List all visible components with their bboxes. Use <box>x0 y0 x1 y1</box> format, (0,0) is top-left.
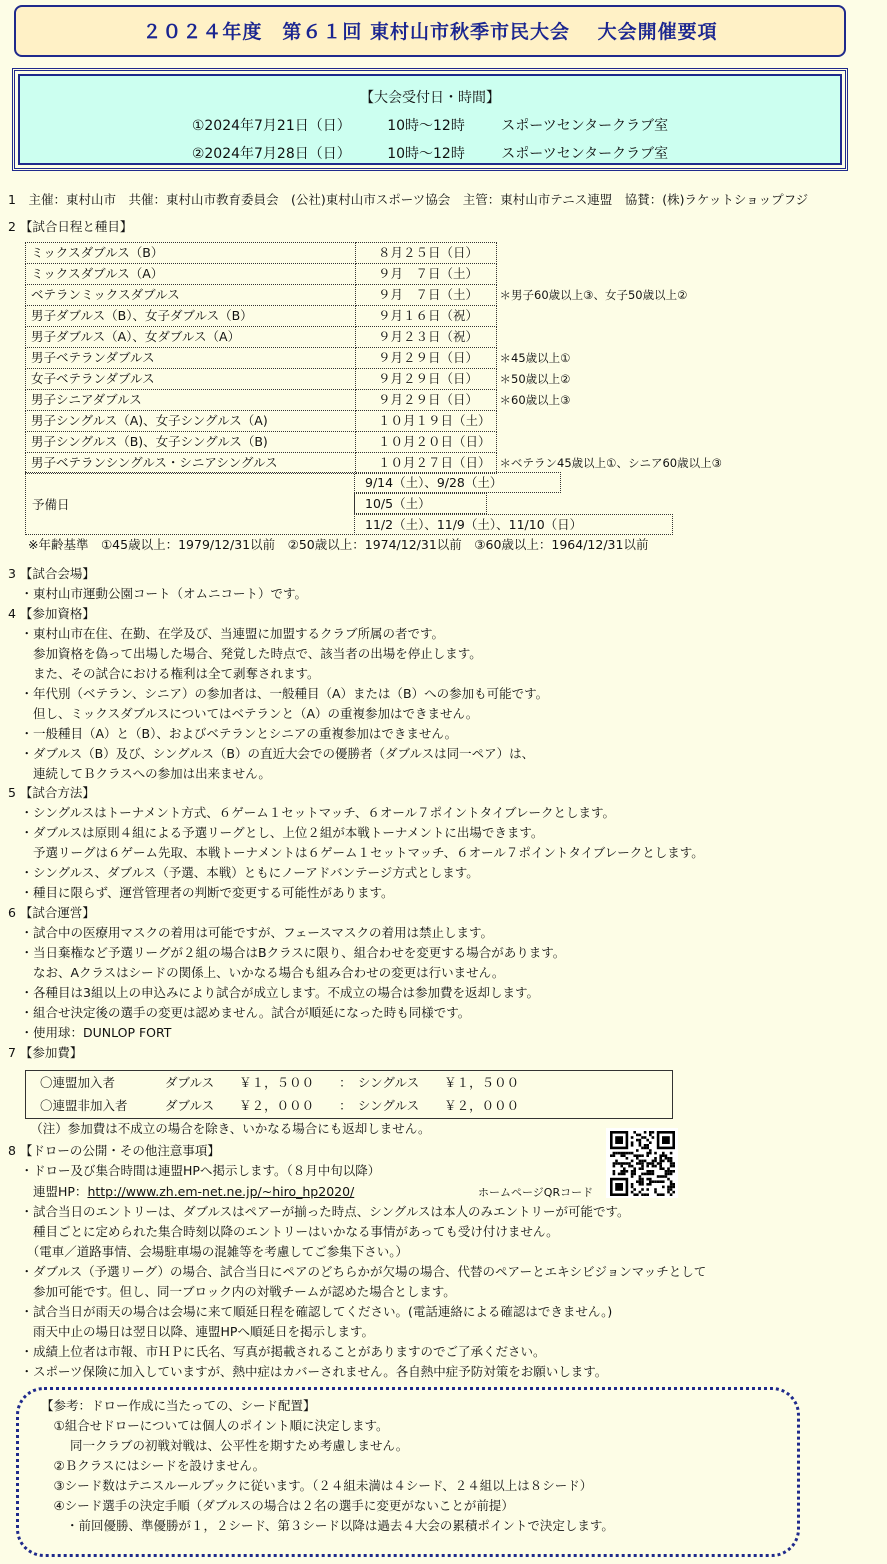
qr-caption: ホームページQRコード <box>478 1186 594 1199</box>
section-line: ・試合当日が雨天の場合は会場に来て順延日程を確認してください。(電話連絡による確認はできません。) <box>8 1304 613 1319</box>
schedule-row <box>26 243 727 264</box>
schedule-row <box>26 453 727 474</box>
section-draw-heading: 8 【ドローの公開・その他注意事項】 <box>8 1143 220 1158</box>
schedule-note <box>496 306 727 327</box>
section-fee-heading: 7 【参加費】 <box>8 1045 83 1060</box>
fee-note: （注）参加費は不成立の場合を除き、いかなる場合にも返却しません。 <box>24 1121 431 1136</box>
schedule-date: ９月１６日（祝） <box>356 306 497 327</box>
page-title: ２０２４年度 第６１回 東村山市秋季市民大会 大会開催要項 <box>14 5 846 57</box>
schedule-row <box>26 411 727 432</box>
schedule-event: 男子ダブルス（A）、女ダブルス（A） <box>26 327 356 348</box>
schedule-date: ９月２９日（日） <box>356 369 497 390</box>
schedule-date: ９月 ７日（土） <box>356 285 497 306</box>
section-line: 参加可能です。但し、同一ブロック内の対戦チームが認めた場合とします。 <box>8 1284 456 1299</box>
schedule-event: 男子ダブルス（B）、女子ダブルス（B） <box>26 306 356 327</box>
schedule-event: 男子ベテランダブルス <box>26 348 356 369</box>
section-line: ④シード選手の決定手順（ダブルスの場合は２名の選手に変更がないことが前提） <box>41 1498 514 1513</box>
section-line: ・成績上位者は市報、市ＨＰに氏名、写真が掲載されることがありますのでご了承ください。 <box>8 1344 546 1359</box>
section-line: （電車／道路事情、会場駐車場の混雑等を考慮してご参集下さい。） <box>8 1244 409 1259</box>
section-line: ・各種目は3組以上の申込みにより試合が成立します。不成立の場合は参加費を返却します。 <box>8 985 539 1000</box>
schedule-row <box>26 285 727 306</box>
section-line: 種目ごとに定められた集合時刻以降のエントリーはいかなる事情があっても受け付けません。 <box>8 1224 559 1239</box>
section-line: ・前回優勝、準優勝が１，２シード、第３シード以降は過去４大会の累積ポイントで決定します。 <box>41 1518 614 1533</box>
schedule-row <box>26 327 727 348</box>
schedule-date: ８月２５日（日） <box>356 243 497 264</box>
section-line: 連続してＢクラスへの参加は出来ません。 <box>8 766 271 781</box>
section-line: ・東村山市在住、在勤、在学及び、当連盟に加盟するクラブ所属の者です。 <box>8 626 445 641</box>
section-line: ・組合せ決定後の選手の変更は認めません。試合が順延になった時も同様です。 <box>8 1005 471 1020</box>
section-line: ③シード数はテニスルールブックに従います。（２４組未満は４シード、２４組以上は８シード） <box>41 1478 593 1493</box>
schedule-date: ９月２９日（日） <box>356 348 497 369</box>
section-line: ・種目に限らず、運営管理者の判断で変更する可能性があります。 <box>8 885 394 900</box>
reception-place: スポーツセンタークラブ室 <box>501 118 669 134</box>
section-organizers: 1 主催：東村山市 共催：東村山市教育委員会 (公社)東村山市スポーツ協会 主管：東村山市テニス連盟 協賛：(株)ラケットショップフジ <box>8 192 809 207</box>
schedule-row <box>26 369 727 390</box>
schedule-row <box>26 390 727 411</box>
reserve-days <box>25 472 673 535</box>
section-schedule-heading: 2 【試合日程と種目】 <box>8 219 133 234</box>
fee-table <box>25 1070 673 1119</box>
schedule-note: ＊60歳以上③ <box>499 393 571 407</box>
fee-row: 〇連盟加入者 ダブルス ￥１，５００ ： シングルス ￥１，５００ <box>40 1075 520 1090</box>
schedule-table <box>25 242 727 474</box>
section-line: ・シングルスはトーナメント方式、６ゲーム１セットマッチ、６オール７ポイントタイブレークとします。 <box>8 805 615 820</box>
schedule-date: １０月２０日（日） <box>356 432 497 453</box>
section-heading: 3 【試合会場】 <box>8 566 95 581</box>
section-line: ・スポーツ保険に加入していますが、熱中症はカバーされません。各自熱中症予防対策をお願いします。 <box>8 1364 608 1379</box>
schedule-date: １０月２７日（日） <box>356 453 497 474</box>
fee-row: 〇連盟非加入者 ダブルス ￥２，０００ ： シングルス ￥２，０００ <box>40 1098 520 1113</box>
schedule-event: 男子シングルス（A)、女子シングルス（A) <box>26 411 356 432</box>
draw-publish-note: ・ドロー及び集合時間は連盟HPへ掲示します。（８月中旬以降） <box>8 1163 381 1178</box>
schedule-event: 男子シングルス（B)、女子シングルス（B) <box>26 432 356 453</box>
reserve-label: 予備日 <box>25 472 355 535</box>
section-line: なお、Aクラスはシードの関係上、いかなる場合も組み合わせの変更は行いません。 <box>8 965 505 980</box>
schedule-note: ＊50歳以上② <box>499 372 571 386</box>
reception-row <box>20 140 840 168</box>
schedule-note <box>496 243 727 264</box>
schedule-event: 女子ベテランダブルス <box>26 369 356 390</box>
section-line: 雨天中止の場日は翌日以降、連盟HPへ順延日を掲示します。 <box>8 1324 374 1339</box>
section-line: ・ダブルス（予選リーグ）の場合、試合当日にペアのどちらかが欠場の場合、代替のペアーとエキシビジョンマッチとして <box>8 1264 707 1279</box>
schedule-note: ＊男子60歳以上③、女子50歳以上② <box>499 288 688 302</box>
reception-place: スポーツセンタークラブ室 <box>501 146 669 162</box>
schedule-note <box>496 327 727 348</box>
schedule-event: ミックスダブルス（A） <box>26 264 356 285</box>
schedule-note <box>496 264 727 285</box>
section-heading: 6 【試合運営】 <box>8 905 95 920</box>
reception-date: ②2024年7月28日（日） <box>191 146 351 162</box>
section-heading: 4 【参加資格】 <box>8 606 95 621</box>
schedule-event: 男子シニアダブルス <box>26 390 356 411</box>
section-line: ・試合中の医療用マスクの着用は可能ですが、フェースマスクの着用は禁止します。 <box>8 925 494 940</box>
section-line: また、その試合における権利は全て剥奪されます。 <box>8 666 320 681</box>
section-line: 予選リーグは６ゲーム先取、本戦トーナメントは６ゲーム１セットマッチ、６オール７ポイントタイブレークとします。 <box>8 845 704 860</box>
section-line: ・ダブルス（B）及び、シングルス（B）の直近大会での優勝者（ダブルスは同一ペア）は、 <box>8 746 535 761</box>
schedule-event: ミックスダブルス（B） <box>26 243 356 264</box>
schedule-note <box>496 411 727 432</box>
age-note: ※年齢基準 ①45歳以上：1979/12/31以前 ②50歳以上：1974/12/31以前 ③60歳以上：1964/12/31以前 <box>28 537 649 552</box>
reception-heading: 【大会受付日・時間】 <box>360 90 500 106</box>
hp-label: 連盟HP： <box>8 1184 88 1199</box>
hp-link[interactable]: http://www.zh.em-net.ne.jp/~hiro_hp2020/ <box>87 1184 355 1199</box>
reserve-row: 10/5（土） <box>354 493 487 514</box>
section-line: ・一般種目（A）と（B）、およびベテランとシニアの重複参加はできません。 <box>8 726 458 741</box>
schedule-note <box>496 432 727 453</box>
schedule-date: ９月２９日（日） <box>356 390 497 411</box>
schedule-event: ベテランミックスダブルス <box>26 285 356 306</box>
reserve-row: 11/2（土）、11/9（土）、11/10（日） <box>354 514 673 535</box>
schedule-event: 男子ベテランシングルス・シニアシングルス <box>26 453 356 474</box>
section-line: ・当日棄権など予選リーグが２組の場合はBクラスに限り、組合わせを変更する場合があります。 <box>8 945 566 960</box>
schedule-row <box>26 348 727 369</box>
section-line: 但し、ミックスダブルスについてはベテランと（A）の重複参加はできません。 <box>8 706 479 721</box>
reception-time: 10時～12時 <box>387 118 465 134</box>
section-line: ・東村山市運動公園コート（オムニコート）です。 <box>8 586 308 601</box>
schedule-note: ＊ベテラン45歳以上①、シニア60歳以上③ <box>499 456 722 470</box>
schedule-row <box>26 432 727 453</box>
section-line: ①組合せドローについては個人のポイント順に決定します。 <box>41 1418 389 1433</box>
section-line: 【参考：ドロー作成に当たっての、シード配置】 <box>41 1398 316 1413</box>
reception-time: 10時～12時 <box>387 146 465 162</box>
reserve-row: 9/14（土）、9/28（土） <box>354 472 561 493</box>
reception-box <box>12 68 848 171</box>
hp-line <box>8 1182 354 1202</box>
section-line: ②Ｂクラスにはシードを設けません。 <box>41 1458 266 1473</box>
section-line: 参加資格を偽って出場した場合、発覚した時点で、該当者の出場を停止します。 <box>8 646 482 661</box>
schedule-date: ９月 ７日（土） <box>356 264 497 285</box>
section-line: ・試合当日のエントリーは、ダブルスはペアーが揃った時点、シングルスは本人のみエントリーが可能です。 <box>8 1204 630 1219</box>
section-line: ・年代別（ベテラン、シニア）の参加者は、一般種目（A）または（B）への参加も可能です。 <box>8 686 549 701</box>
schedule-row <box>26 306 727 327</box>
reference-box <box>16 1387 800 1557</box>
schedule-date: １０月１９日（土） <box>356 411 497 432</box>
section-heading: 5 【試合方法】 <box>8 785 95 800</box>
reception-row <box>20 112 840 140</box>
section-line: 同一クラブの初戦対戦は、公平性を期すため考慮しません。 <box>41 1438 409 1453</box>
section-line: ・シングルス、ダブルス（予選、本戦）ともにノーアドバンテージ方式とします。 <box>8 865 479 880</box>
section-line: ・使用球：DUNLOP FORT <box>8 1025 172 1040</box>
schedule-date: ９月２３日（祝） <box>356 327 497 348</box>
reception-date: ①2024年7月21日（日） <box>191 118 351 134</box>
section-line: ・ダブルスは原則４組による予選リーグとし、上位２組が本戦トーナメントに出場できます。 <box>8 825 544 840</box>
schedule-note: ＊45歳以上① <box>499 351 571 365</box>
schedule-row <box>26 264 727 285</box>
qr-code-icon[interactable] <box>606 1128 678 1198</box>
